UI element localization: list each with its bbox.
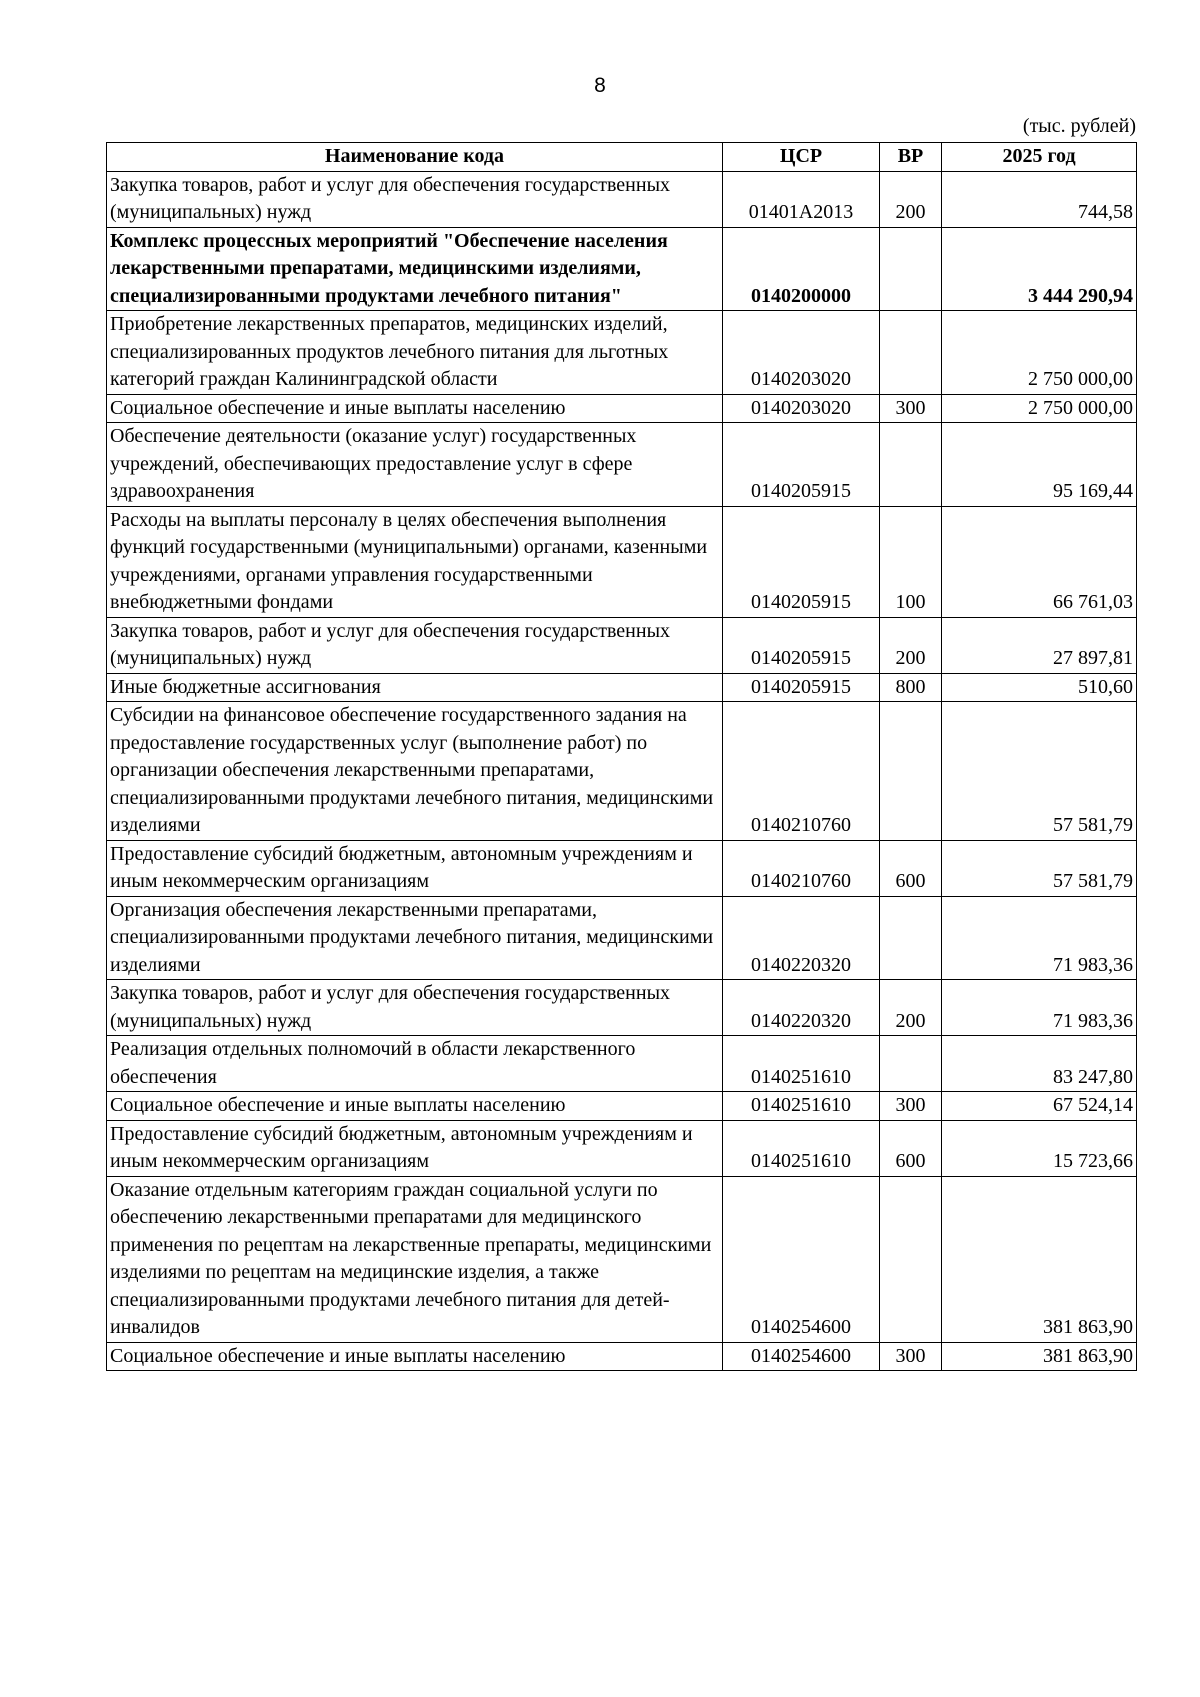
vr-cell [880, 1176, 942, 1342]
amount-cell: 67 524,14 [942, 1092, 1137, 1121]
name-cell: Предоставление субсидий бюджетным, автономным учреждениям и иным некоммерческим организациям [107, 840, 723, 896]
name-cell: Социальное обеспечение и иные выплаты населению [107, 394, 723, 423]
amount-cell: 71 983,36 [942, 980, 1137, 1036]
name-cell: Субсидии на финансовое обеспечение государственного задания на предоставление государственных услуг (выполнение работ) по организации обеспечения лекарственными препаратами, специализированными продуктами лечебного питания, медицинскими изделиями [107, 702, 723, 841]
header-csr: ЦСР [723, 143, 880, 172]
units-label: (тыс. рублей) [1022, 115, 1136, 137]
header-amount: 2025 год [942, 143, 1137, 172]
csr-cell: 0140210760 [723, 840, 880, 896]
amount-cell: 27 897,81 [942, 617, 1137, 673]
name-cell: Обеспечение деятельности (оказание услуг) государственных учреждений, обеспечивающих предоставление услуг в сфере здравоохранения [107, 423, 723, 507]
table-row [107, 423, 1137, 507]
name-cell: Приобретение лекарственных препаратов, медицинских изделий, специализированных продуктов лечебного питания для льготных категорий граждан Калининградской области [107, 311, 723, 395]
amount-cell: 83 247,80 [942, 1036, 1137, 1092]
amount-cell: 2 750 000,00 [942, 311, 1137, 395]
table-header-row [107, 143, 1137, 172]
vr-cell [880, 423, 942, 507]
vr-cell [880, 896, 942, 980]
name-cell: Организация обеспечения лекарственными препаратами, специализированными продуктами лечебного питания, медицинскими изделиями [107, 896, 723, 980]
table-row [107, 1120, 1137, 1176]
table-row [107, 896, 1137, 980]
name-cell: Предоставление субсидий бюджетным, автономным учреждениям и иным некоммерческим организациям [107, 1120, 723, 1176]
vr-cell: 300 [880, 394, 942, 423]
vr-cell [880, 702, 942, 841]
csr-cell: 0140205915 [723, 423, 880, 507]
amount-cell: 2 750 000,00 [942, 394, 1137, 423]
name-cell: Комплекс процессных мероприятий "Обеспечение населения лекарственными препаратами, медицинскими изделиями, специализированными продуктами лечебного питания" [107, 227, 723, 311]
vr-cell: 300 [880, 1092, 942, 1121]
vr-cell: 600 [880, 1120, 942, 1176]
table-row [107, 1176, 1137, 1342]
vr-cell [880, 311, 942, 395]
table-row [107, 840, 1137, 896]
table-row [107, 227, 1137, 311]
name-cell: Закупка товаров, работ и услуг для обеспечения государственных (муниципальных) нужд [107, 980, 723, 1036]
name-cell: Иные бюджетные ассигнования [107, 673, 723, 702]
table-row [107, 673, 1137, 702]
table-row [107, 394, 1137, 423]
table-row [107, 617, 1137, 673]
amount-cell: 71 983,36 [942, 896, 1137, 980]
amount-cell: 95 169,44 [942, 423, 1137, 507]
name-cell: Оказание отдельным категориям граждан социальной услуги по обеспечению лекарственными препаратами для медицинского применения по рецептам на лекарственные препараты, медицинскими изделиями по рецептам на медицинские изделия, а также специализированными продуктами лечебного питания для детей-инвалидов [107, 1176, 723, 1342]
vr-cell: 200 [880, 980, 942, 1036]
vr-cell: 800 [880, 673, 942, 702]
amount-cell: 381 863,90 [942, 1176, 1137, 1342]
csr-cell: 0140210760 [723, 702, 880, 841]
vr-cell: 100 [880, 506, 942, 617]
csr-cell: 0140220320 [723, 980, 880, 1036]
csr-cell: 0140254600 [723, 1176, 880, 1342]
table-row [107, 980, 1137, 1036]
vr-cell [880, 1036, 942, 1092]
csr-cell: 01401А2013 [723, 171, 880, 227]
amount-cell: 510,60 [942, 673, 1137, 702]
name-cell: Социальное обеспечение и иные выплаты населению [107, 1092, 723, 1121]
csr-cell: 0140251610 [723, 1036, 880, 1092]
csr-cell: 0140251610 [723, 1120, 880, 1176]
amount-cell: 66 761,03 [942, 506, 1137, 617]
csr-cell: 0140203020 [723, 311, 880, 395]
csr-cell: 0140205915 [723, 617, 880, 673]
csr-cell: 0140205915 [723, 673, 880, 702]
table-row [107, 171, 1137, 227]
budget-table [106, 142, 1137, 1371]
vr-cell [880, 227, 942, 311]
table-row [107, 506, 1137, 617]
csr-cell: 0140220320 [723, 896, 880, 980]
vr-cell: 600 [880, 840, 942, 896]
csr-cell: 0140200000 [723, 227, 880, 311]
amount-cell: 381 863,90 [942, 1342, 1137, 1371]
name-cell: Социальное обеспечение и иные выплаты населению [107, 1342, 723, 1371]
vr-cell: 200 [880, 171, 942, 227]
amount-cell: 3 444 290,94 [942, 227, 1137, 311]
name-cell: Реализация отдельных полномочий в области лекарственного обеспечения [107, 1036, 723, 1092]
table-row [107, 1092, 1137, 1121]
table-row [107, 702, 1137, 841]
name-cell: Закупка товаров, работ и услуг для обеспечения государственных (муниципальных) нужд [107, 171, 723, 227]
vr-cell: 300 [880, 1342, 942, 1371]
csr-cell: 0140251610 [723, 1092, 880, 1121]
amount-cell: 57 581,79 [942, 702, 1137, 841]
table-row [107, 311, 1137, 395]
table-row [107, 1342, 1137, 1371]
amount-cell: 15 723,66 [942, 1120, 1137, 1176]
header-name: Наименование кода [107, 143, 723, 172]
amount-cell: 744,58 [942, 171, 1137, 227]
table-row [107, 1036, 1137, 1092]
csr-cell: 0140205915 [723, 506, 880, 617]
header-vr: ВР [880, 143, 942, 172]
vr-cell: 200 [880, 617, 942, 673]
csr-cell: 0140203020 [723, 394, 880, 423]
page-number: 8 [594, 74, 606, 97]
amount-cell: 57 581,79 [942, 840, 1137, 896]
name-cell: Закупка товаров, работ и услуг для обеспечения государственных (муниципальных) нужд [107, 617, 723, 673]
name-cell: Расходы на выплаты персоналу в целях обеспечения выполнения функций государственными (муниципальными) органами, казенными учреждениями, органами управления государственными внебюджетными фондами [107, 506, 723, 617]
csr-cell: 0140254600 [723, 1342, 880, 1371]
